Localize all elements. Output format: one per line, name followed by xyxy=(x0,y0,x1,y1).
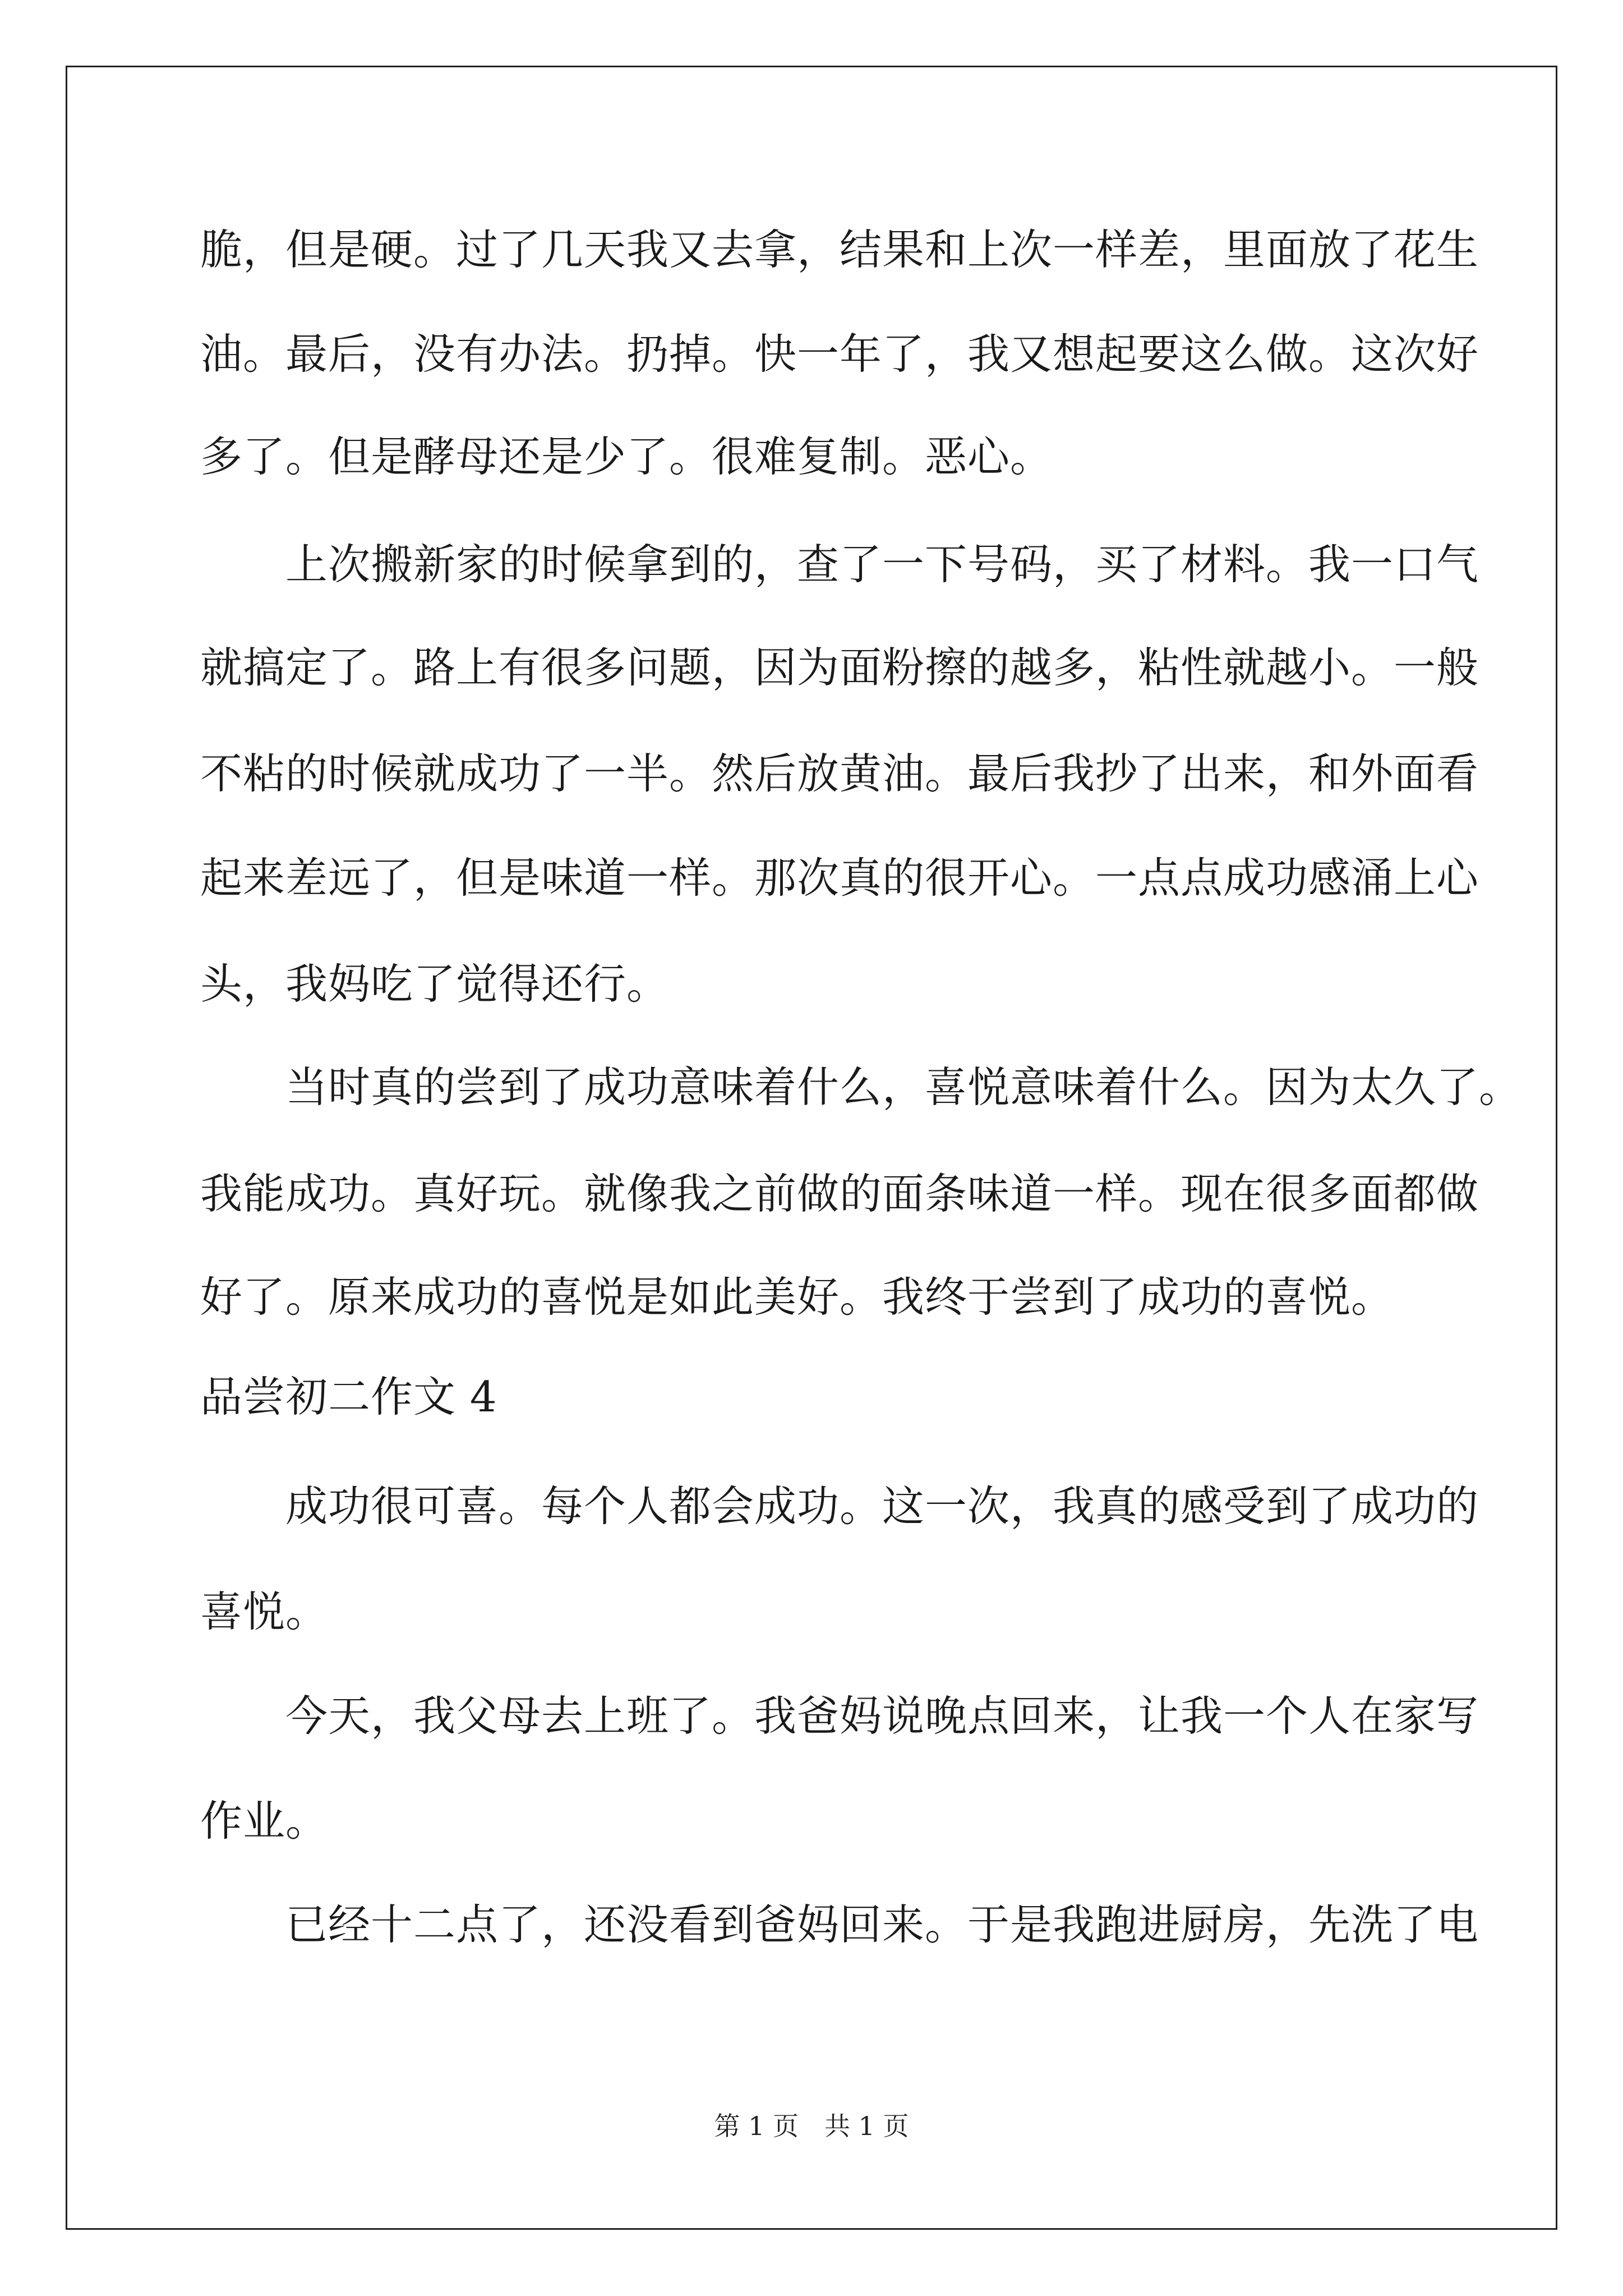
text-line: 好了。原来成功的喜悦是如此美好。我终于尝到了成功的喜悦。 xyxy=(200,1272,1394,1322)
text-line: 脆，但是硬。过了几天我又去拿，结果和上次一样差，里面放了花生 xyxy=(200,225,1479,274)
text-line: 喜悦。 xyxy=(200,1587,329,1636)
text-line: 就搞定了。路上有很多问题，因为面粉擦的越多，粘性就越小。一般 xyxy=(200,643,1479,692)
paragraph-start: 今天，我父母去上班了。我爸妈说晚点回来，让我一个人在家写 xyxy=(200,1691,1479,1741)
paragraph-start: 上次搬新家的时候拿到的，查了一下号码，买了材料。我一口气 xyxy=(200,540,1479,589)
text-line: 头，我妈吃了觉得还行。 xyxy=(200,959,670,1009)
text-line: 起来差远了，但是味道一样。那次真的很开心。一点点成功感涌上心 xyxy=(200,853,1479,903)
text-line: 作业。 xyxy=(200,1796,329,1846)
paragraph-start: 已经十二点了，还没看到爸妈回来。于是我跑进厨房，先洗了电 xyxy=(200,1900,1479,1949)
paragraph-start: 当时真的尝到了成功意味着什么，喜悦意味着什么。因为太久了。 xyxy=(200,1062,1522,1112)
text-line: 油。最后，没有办法。扔掉。快一年了，我又想起要这么做。这次好 xyxy=(200,329,1479,379)
text-line: 多了。但是酵母还是少了。很难复制。恶心。 xyxy=(200,432,1053,481)
page-number-footer: 第 1 页 共 1 页 xyxy=(714,2111,909,2141)
section-heading: 品尝初二作文 4 xyxy=(200,1372,497,1421)
text-line: 不粘的时候就成功了一半。然后放黄油。最后我抄了出来，和外面看 xyxy=(200,749,1479,798)
paragraph-start: 成功很可喜。每个人都会成功。这一次，我真的感受到了成功的 xyxy=(200,1481,1479,1531)
text-line: 我能成功。真好玩。就像我之前做的面条味道一样。现在很多面都做 xyxy=(200,1169,1479,1218)
